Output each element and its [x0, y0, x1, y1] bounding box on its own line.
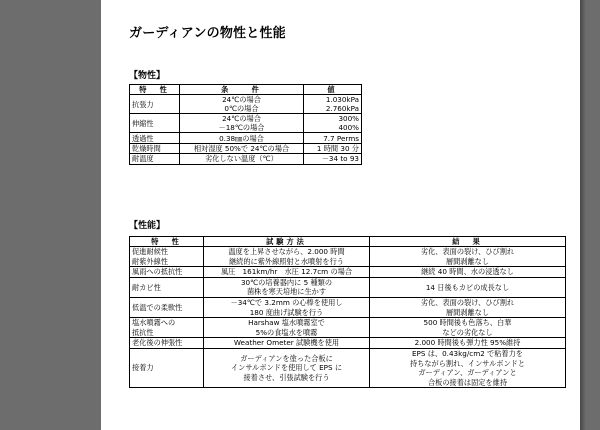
cell-line: 透過性: [132, 133, 154, 143]
table-cell: [180, 154, 304, 164]
cell-line: 菌株を寒天培地に生かす: [246, 287, 327, 297]
column-header: 試験方法: [204, 237, 370, 247]
table-cell: [130, 154, 180, 164]
table-cell: [180, 114, 304, 133]
table-cell: [204, 267, 370, 278]
table-cell: [130, 297, 204, 317]
cell-line: 14 日後もカビの成長なし: [425, 282, 510, 292]
cell-line: 1 時間 30 分: [316, 143, 359, 153]
table-header-row: [130, 85, 362, 95]
cell-line: 層間剥離なし: [445, 256, 490, 266]
cell-line: 耐温度: [132, 154, 154, 164]
table-cell: [180, 143, 304, 153]
cell-line: 接着力: [132, 363, 154, 373]
cell-line: 0℃の場合: [224, 104, 259, 114]
cell-line: 継続的に紫外線照射と水噴射を行う: [228, 256, 344, 266]
cell-line: 塩水噴霧への: [132, 318, 176, 328]
cell-line: 合板の接着は固定を維持: [427, 377, 508, 387]
table-cell: [204, 338, 370, 349]
cell-line: などの劣化なし: [442, 327, 493, 337]
table-cell: [304, 154, 362, 164]
table-cell: [370, 247, 566, 267]
table-cell: [130, 143, 180, 153]
table-header-row: [130, 237, 566, 247]
performance-table: [129, 236, 566, 388]
table-row: [130, 277, 566, 297]
cell-line: －34 to 93: [321, 154, 359, 164]
cell-line: 180 度曲げ試験を行う: [249, 307, 324, 317]
cell-line: 持ちながら割れ、インサルボンドと: [409, 358, 526, 368]
cell-line: 相対湿度 50%で 24℃の場合: [193, 143, 290, 153]
cell-line: 30℃の培養器内に 5 種類の: [240, 277, 333, 287]
table-cell: [304, 133, 362, 143]
cell-line: 7.7 Perms: [323, 133, 359, 143]
cell-line: 5%の食塩水を噴霧: [255, 327, 318, 337]
column-header: 値: [304, 85, 362, 95]
cell-line: 2.760kPa: [325, 104, 359, 114]
table-cell: [130, 267, 204, 278]
table-cell: [180, 133, 304, 143]
table-cell: [370, 338, 566, 349]
table-row: [130, 267, 566, 278]
cell-line: －34℃で 3.2mm の心棒を使用し: [230, 297, 343, 307]
page-shadow: [580, 0, 586, 430]
table-cell: [204, 297, 370, 317]
table-cell: [130, 338, 204, 349]
column-header: 条 件: [180, 85, 304, 95]
cell-line: 乾燥時間: [132, 143, 161, 153]
cell-line: 耐紫外線性: [132, 256, 168, 266]
table-row: [130, 297, 566, 317]
table-cell: [370, 318, 566, 338]
table-row: [130, 154, 362, 164]
table-cell: [130, 133, 180, 143]
cell-line: 層間剥離なし: [445, 307, 490, 317]
cell-line: 老化後の伸張性: [132, 338, 183, 348]
table-cell: [130, 247, 204, 267]
cell-line: 継続 40 時間、水の浸透なし: [421, 267, 514, 277]
cell-line: 耐カビ性: [132, 282, 161, 292]
table-row: [130, 133, 362, 143]
table-row: [130, 318, 566, 338]
table-cell: [304, 95, 362, 114]
cell-line: ガーディアンを塗った合板に: [240, 353, 333, 363]
cell-line: 抵抗性: [132, 327, 154, 337]
table-row: [130, 95, 362, 114]
table-cell: [304, 143, 362, 153]
table-row: [130, 338, 566, 349]
cell-line: 劣化、表面の裂け、ひび割れ: [420, 247, 515, 256]
properties-table: [129, 84, 362, 165]
document-title: ガーディアンの物性と性能: [129, 26, 286, 41]
cell-line: 風圧 161km/hr 水圧 12.7cm の場合: [220, 267, 353, 277]
table-cell: [370, 277, 566, 297]
table-cell: [130, 95, 180, 114]
cell-line: 促進耐候性: [132, 247, 168, 256]
cell-line: 接着させ、引張試験を行う: [243, 372, 330, 382]
cell-line: Weather Ometer 試験機を使用: [233, 338, 340, 348]
document-page: [101, 0, 580, 430]
cell-line: 400%: [338, 123, 359, 133]
table-cell: [180, 95, 304, 114]
cell-line: 24℃の場合: [222, 95, 261, 105]
cell-line: 24℃の場合: [222, 114, 261, 124]
table-row: [130, 348, 566, 387]
cell-line: 劣化、表面の裂け、ひび割れ: [420, 297, 515, 307]
cell-line: 0.38㎜の場合: [219, 133, 264, 143]
cell-line: 300%: [338, 114, 359, 124]
table-row: [130, 143, 362, 153]
cell-line: 1.030kPa: [325, 95, 359, 105]
properties-heading: 【物性】: [129, 71, 166, 81]
table-cell: [204, 247, 370, 267]
cell-line: 伸縮性: [132, 118, 154, 128]
cell-line: インサルボンドを使用して EPS に: [230, 363, 343, 373]
cell-line: 温度を上昇させながら、2.000 時間: [228, 247, 345, 256]
table-cell: [304, 114, 362, 133]
table-cell: [370, 267, 566, 278]
cell-line: 低温での柔軟性: [132, 302, 183, 312]
table-row: [130, 114, 362, 133]
performance-heading: 【性能】: [129, 221, 166, 231]
cell-line: 劣化しない温度（℃）: [205, 154, 278, 164]
table-cell: [204, 277, 370, 297]
table-cell: [130, 277, 204, 297]
cell-line: EPS は、0.43kg/cm2 で粘着力を: [412, 348, 523, 358]
cell-line: 500 時間後も色落ち、白華: [423, 318, 512, 328]
table-cell: [370, 348, 566, 387]
table-cell: [204, 348, 370, 387]
table-cell: [130, 348, 204, 387]
cell-line: Harshaw 塩水噴霧室で: [248, 318, 325, 328]
cell-line: 風雨への抵抗性: [132, 267, 183, 277]
table-cell: [370, 297, 566, 317]
table-cell: [204, 318, 370, 338]
table-row: [130, 247, 566, 267]
column-header: 結 果: [370, 237, 566, 247]
table-cell: [130, 318, 204, 338]
cell-line: －18℃の場合: [218, 123, 265, 133]
column-header: 特 性: [130, 237, 204, 247]
cell-line: 抗張力: [132, 99, 154, 109]
column-header: 特 性: [130, 85, 180, 95]
table-cell: [130, 114, 180, 133]
cell-line: 2.000 時間後も弾力性 95%維持: [414, 338, 521, 348]
cell-line: ガーディアン、ガーディアンと: [418, 368, 517, 378]
